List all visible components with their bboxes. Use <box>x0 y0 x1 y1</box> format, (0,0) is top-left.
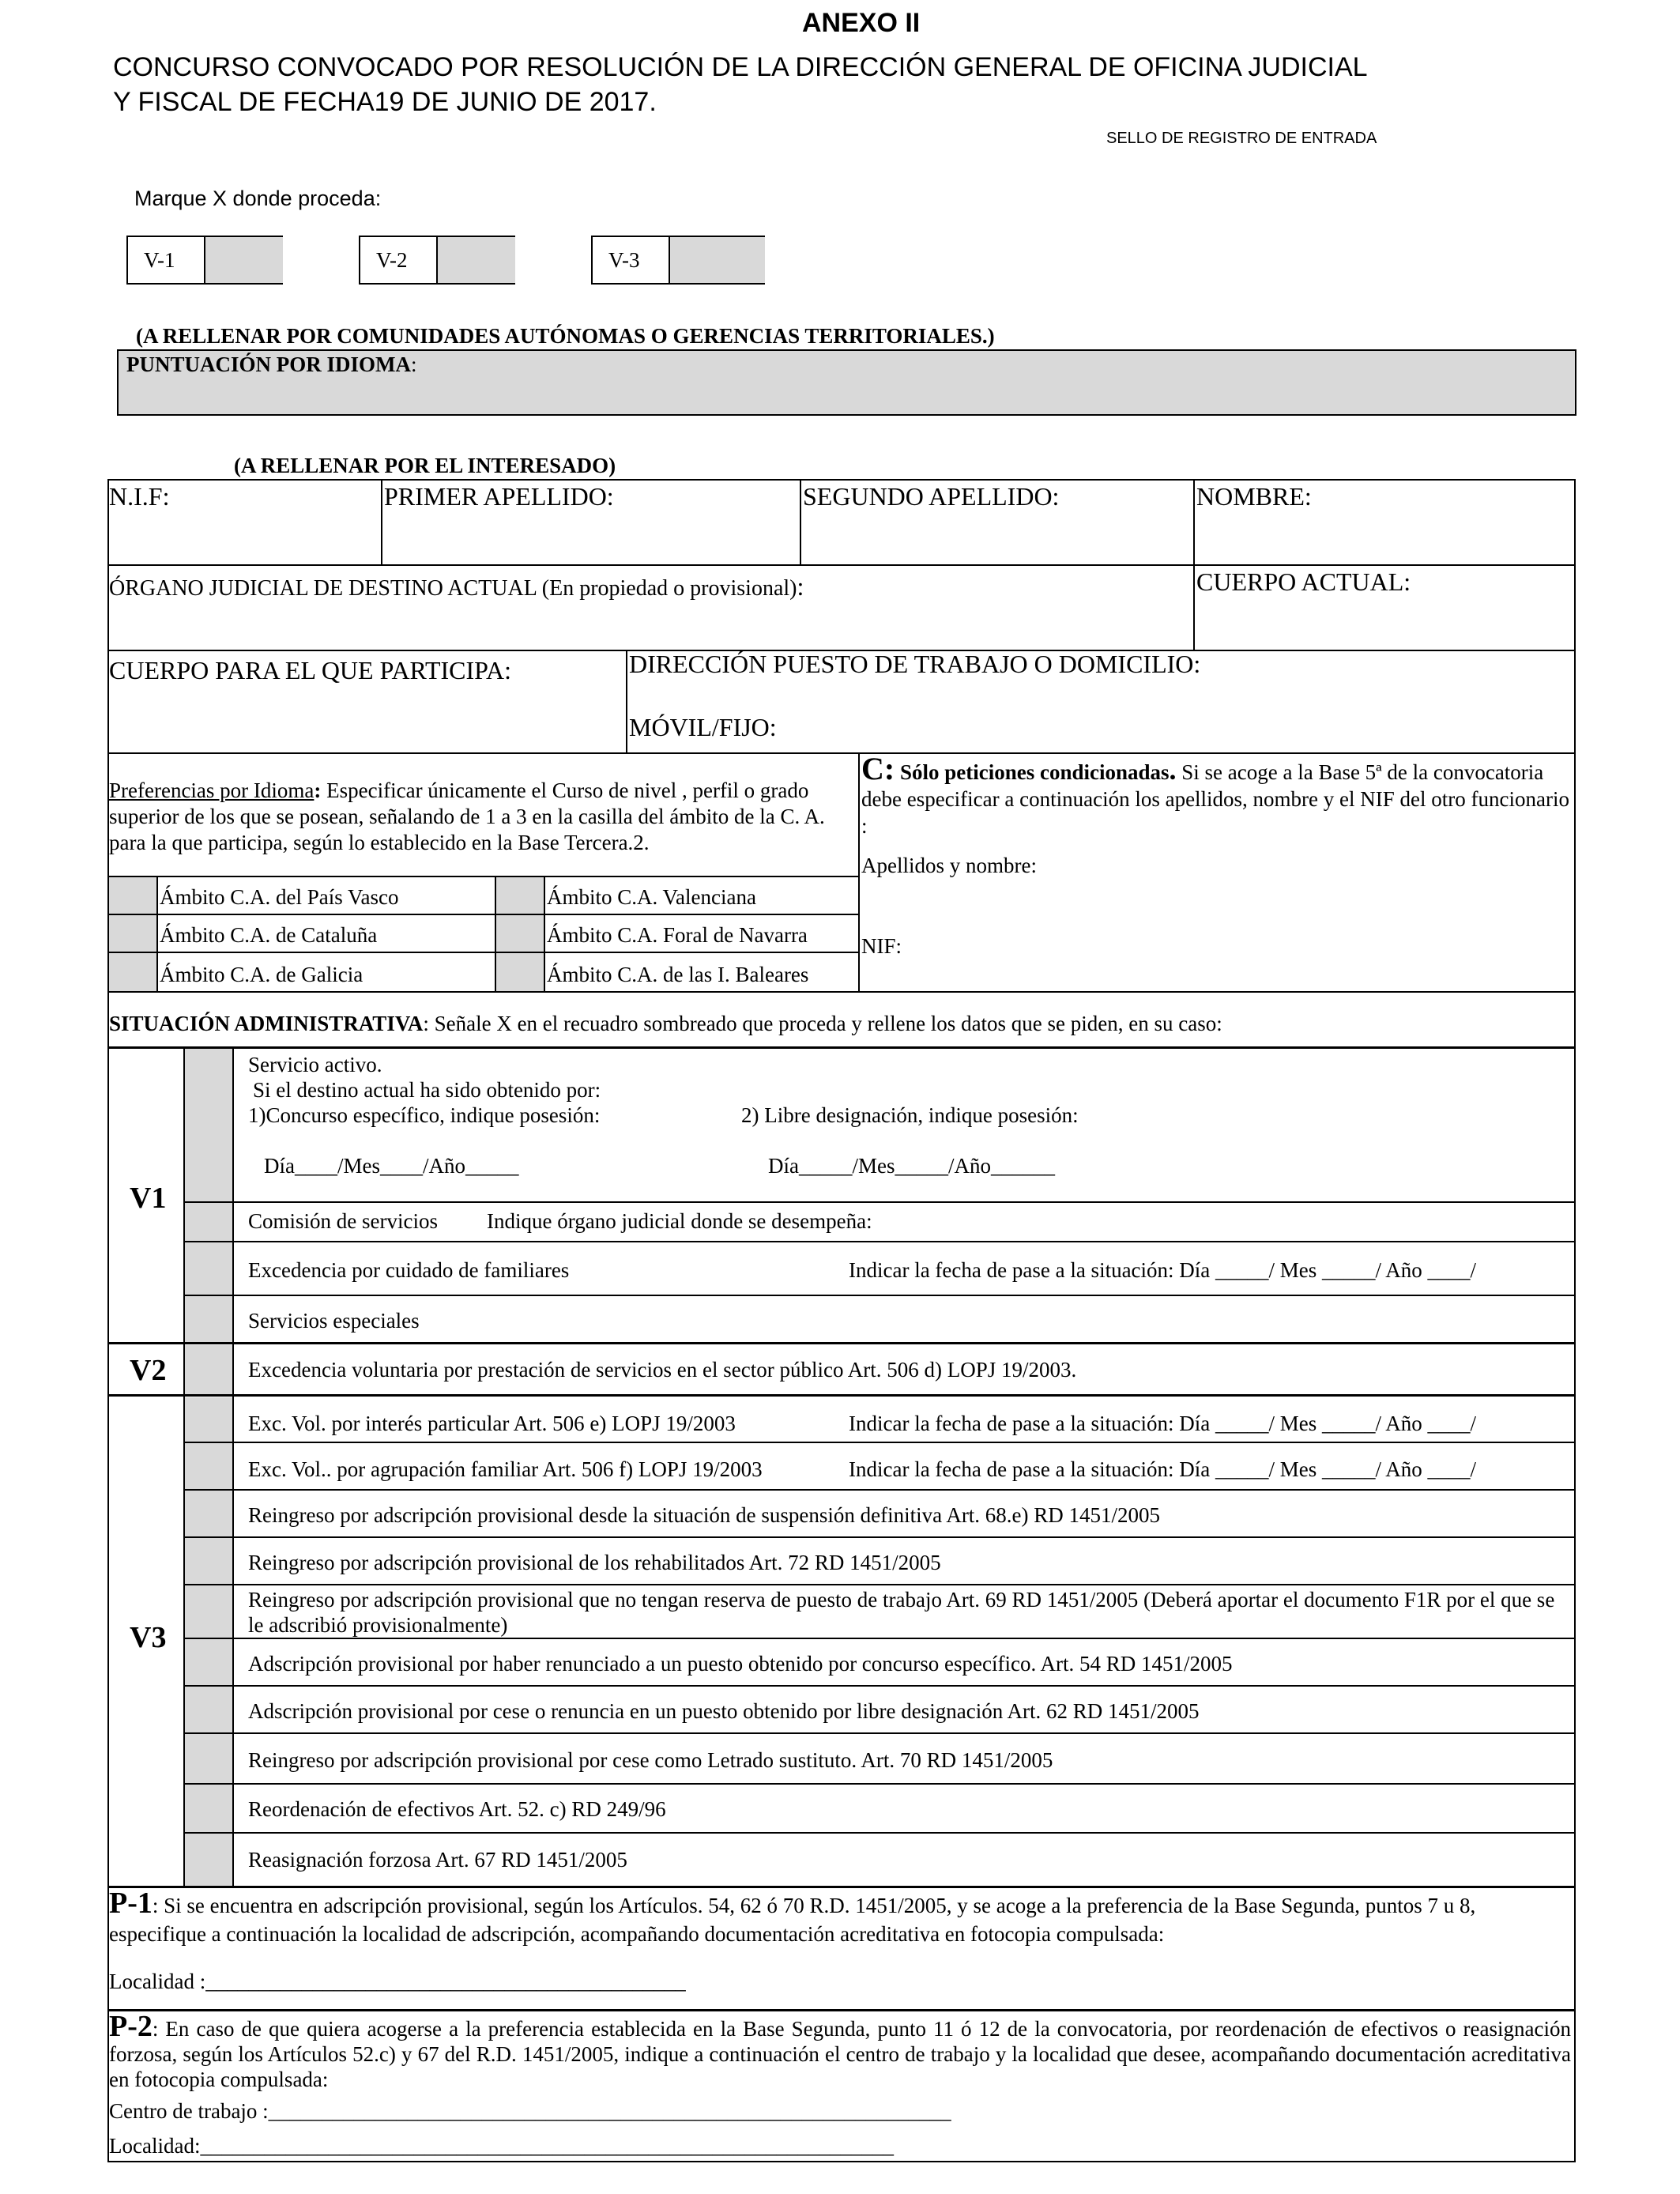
cuerpo-actual-label: CUERPO ACTUAL: <box>1196 567 1411 596</box>
v2-text: Excedencia voluntaria por prestación de servicios en el sector público Art. 506 d) LOPJ 19/2003. <box>248 1358 1077 1382</box>
option-v3[interactable] <box>591 236 765 285</box>
v1-especiales: Servicios especiales <box>248 1309 420 1333</box>
v3-interes-checkbox[interactable] <box>185 1397 232 1442</box>
segundo-apellido-field[interactable] <box>803 512 1192 563</box>
v1-si-destino: Si el destino actual ha sido obtenido por: <box>253 1078 601 1102</box>
condicionadas-title: Sólo peticiones condicionadas <box>899 760 1170 784</box>
v1-fecha-concurso[interactable]: Día____/Mes____/Año_____ <box>264 1154 519 1178</box>
marque-label: Marque X donde proceda: <box>134 187 382 210</box>
v3-item3-checkbox[interactable] <box>185 1585 232 1638</box>
interesado-heading: (A RELLENAR POR EL INTERESADO) <box>234 454 616 477</box>
v3-item7-checkbox[interactable] <box>185 1785 232 1832</box>
v1-comision: Comisión de servicios <box>248 1209 438 1233</box>
nif-label: N.I.F: <box>109 482 170 511</box>
option-v3-label: V-3 <box>608 248 640 272</box>
p1-label: P-1 <box>109 1887 153 1920</box>
annex-title: ANEXO II <box>802 8 921 38</box>
condicionadas-nif-label: NIF: <box>861 934 902 958</box>
preferencias-text <box>109 778 855 856</box>
v1-comision-checkbox[interactable] <box>185 1203 232 1241</box>
option-v2-label: V-2 <box>376 248 408 272</box>
v3-item5-checkbox[interactable] <box>185 1687 232 1732</box>
situacion-body: : Señale X en el recuadro sombreado que proceda y rellene los datos que se piden, en su caso: <box>423 1012 1222 1035</box>
v1-comision-indique: Indique órgano judicial donde se desempeña: <box>487 1209 872 1233</box>
condicionadas-body: Si se acoge a la Base 5ª de la convocatoria debe especificar a continuación los apellidos, nombre y el NIF del otro funcionario : <box>861 760 1569 838</box>
v3-agrupacion-checkbox[interactable] <box>185 1443 232 1489</box>
organo-field[interactable] <box>109 605 1192 648</box>
ambito-cataluna-box[interactable] <box>109 915 158 952</box>
p2-centro[interactable]: Centro de trabajo :________________________________________________________________ <box>109 2099 951 2123</box>
p2-label: P-2 <box>109 2010 153 2043</box>
condicionadas-apellidos-field[interactable] <box>1057 852 1571 884</box>
v3-item-1: Reingreso por adscripción provisional desde la situación de suspensión definitiva Art. 68.e) RD 1451/2005 <box>248 1503 1161 1527</box>
movil-label: MÓVIL/FIJO: <box>629 713 777 741</box>
ambito-galicia: Ámbito C.A. de Galicia <box>160 963 363 986</box>
main-form <box>107 479 1576 2162</box>
v3-item1-checkbox[interactable] <box>185 1491 232 1536</box>
v3-item-6: Reingreso por adscripción provisional por cese como Letrado sustituto. Art. 70 RD 1451/2005 <box>248 1748 1053 1772</box>
organo-label <box>109 572 804 601</box>
condicionadas-text <box>861 751 1573 839</box>
organo-label-text: ÓRGANO JUDICIAL DE DESTINO ACTUAL (En propiedad o provisional) <box>109 576 797 601</box>
v3-item-7: Reordenación de efectivos Art. 52. c) RD 249/96 <box>248 1797 666 1821</box>
ambito-pais-vasco: Ámbito C.A. del País Vasco <box>160 885 399 909</box>
v1-especiales-checkbox[interactable] <box>185 1296 232 1342</box>
nif-field[interactable] <box>109 512 379 563</box>
v1-excedencia-fecha[interactable]: Indicar la fecha de pase a la situación: Día _____/ Mes _____/ Año ____/ <box>849 1258 1477 1282</box>
direccion-label: DIRECCIÓN PUESTO DE TRABAJO O DOMICILIO: <box>629 650 1201 678</box>
registry-stamp-label: SELLO DE REGISTRO DE ENTRADA <box>1106 130 1377 147</box>
p2-text <box>109 2010 1571 2092</box>
v3-item-3: Reingreso por adscripción provisional que no tengan reserva de puesto de trabajo Art. 69 RD 1451/2005 (Deberá aportar el documento F1R por el que se le adscribió provisionalmente) <box>248 1588 1555 1637</box>
p1-localidad[interactable]: Localidad :_____________________________________________ <box>109 1970 686 1993</box>
v3-interes: Exc. Vol. por interés particular Art. 506 e) LOPJ 19/2003 <box>248 1412 736 1435</box>
option-v2-checkbox[interactable] <box>436 237 515 283</box>
page-title-line2: Y FISCAL DE FECHA19 DE JUNIO DE 2017. <box>113 87 657 117</box>
nombre-field[interactable] <box>1196 512 1573 563</box>
cuerpo-participa-colon: : <box>504 656 512 684</box>
cuerpo-actual-field[interactable] <box>1196 601 1573 648</box>
v3-label: V3 <box>130 1621 167 1654</box>
primer-apellido-label: PRIMER APELLIDO: <box>384 482 614 511</box>
p2-localidad[interactable]: Localidad:_________________________________________________________________ <box>109 2134 894 2158</box>
v3-item-8: Reasignación forzosa Art. 67 RD 1451/2005 <box>248 1848 627 1872</box>
puntuacion-label-text: PUNTUACIÓN POR IDIOMA <box>126 352 411 376</box>
v3-item8-checkbox[interactable] <box>185 1834 232 1886</box>
v2-checkbox[interactable] <box>185 1345 232 1394</box>
v1-excedencia-checkbox[interactable] <box>185 1242 232 1295</box>
preferencias-colon: : <box>314 778 322 802</box>
v1-activo: Servicio activo. <box>248 1053 382 1076</box>
ambito-navarra: Ámbito C.A. Foral de Navarra <box>547 923 808 947</box>
ambito-navarra-box[interactable] <box>496 915 545 952</box>
preferencias-title: Preferencias por Idioma <box>109 778 315 802</box>
p1-body: : Si se encuentra en adscripción provisional, según los Artículos. 54, 62 ó 70 R.D. 1451/2005, y se acoge a la preferencia de la Base Segunda, puntos 7 u 8, especifique a continuación la localidad de adscripción, acompañando documentación acreditativa en fotocopia compulsada: <box>109 1894 1476 1946</box>
v2-label: V2 <box>130 1354 167 1387</box>
ambito-galicia-box[interactable] <box>109 953 158 991</box>
puntuacion-field[interactable] <box>117 349 1576 416</box>
ambito-valenciana-box[interactable] <box>496 877 545 914</box>
ambito-baleares-box[interactable] <box>496 953 545 991</box>
cuerpo-participa-label <box>109 656 511 685</box>
option-v2[interactable] <box>359 236 515 285</box>
primer-apellido-field[interactable] <box>384 512 798 563</box>
v3-item6-checkbox[interactable] <box>185 1734 232 1783</box>
v3-item-5: Adscripción provisional por cese o renuncia en un puesto obtenido por libre designación Art. 62 RD 1451/2005 <box>248 1699 1200 1723</box>
puntuacion-label <box>126 352 417 377</box>
cuerpo-participa-text: CUERPO PARA EL QUE PARTICIPA <box>109 656 505 684</box>
v1-label: V1 <box>130 1182 167 1215</box>
v3-interes-fecha[interactable]: Indicar la fecha de pase a la situación: Día _____/ Mes _____/ Año ____/ <box>849 1412 1477 1435</box>
option-v1-label: V-1 <box>144 248 175 272</box>
organo-colon: : <box>797 572 804 601</box>
option-v1-checkbox[interactable] <box>204 237 283 283</box>
p2-body: : En caso de que quiera acogerse a la preferencia establecida en la Base Segunda, punto 11 ó 12 de la convocatoria, por reordenación de efectivos o reasignación forzosa, según los Artículos 52.c) y 67 del R.D. 1451/2005, indique a continuación el centro de trabajo y la localidad que desee, acompañando documentación acreditativa en fotocopia compulsada: <box>109 2017 1571 2091</box>
situacion-heading <box>109 1012 1222 1036</box>
condicionadas-nif-field[interactable] <box>907 928 1571 959</box>
v3-item2-checkbox[interactable] <box>185 1538 232 1584</box>
cuerpo-participa-field[interactable] <box>109 694 624 751</box>
v3-item-4: Adscripción provisional por haber renunciado a un puesto obtenido por concurso específico. Art. 54 RD 1451/2005 <box>248 1652 1233 1676</box>
condicionadas-apellidos-label: Apellidos y nombre: <box>861 854 1037 877</box>
preferencias-body: Especificar únicamente el Curso de nivel , perfil o grado superior de los que se posean, señalando de 1 a 3 en la casilla del ámbito de la C. A. para la que participa, según lo establecido en la Base Tercera.2. <box>109 778 825 854</box>
puntuacion-colon: : <box>411 352 417 376</box>
v3-item4-checkbox[interactable] <box>185 1639 232 1685</box>
condicionadas-dot: . <box>1169 754 1177 786</box>
option-v1[interactable] <box>126 236 283 285</box>
v3-agrupacion-fecha[interactable]: Indicar la fecha de pase a la situación: Día _____/ Mes _____/ Año ____/ <box>849 1457 1477 1481</box>
ambito-valenciana: Ámbito C.A. Valenciana <box>547 885 756 909</box>
admin-section-heading: (A RELLENAR POR COMUNIDADES AUTÓNOMAS O GERENCIAS TERRITORIALES.) <box>136 324 995 348</box>
v1-activo-checkbox[interactable] <box>185 1049 232 1201</box>
v3-item-2: Reingreso por adscripción provisional de los rehabilitados Art. 72 RD 1451/2005 <box>248 1551 941 1574</box>
condicionadas-letter: C: <box>861 751 895 786</box>
situacion-title: SITUACIÓN ADMINISTRATIVA <box>109 1012 424 1035</box>
ambito-cataluna: Ámbito C.A. de Cataluña <box>160 923 378 947</box>
ambitos-grid <box>109 876 860 991</box>
v1-fecha-libre[interactable]: Día_____/Mes_____/Año______ <box>768 1154 1055 1178</box>
segundo-apellido-label: SEGUNDO APELLIDO: <box>803 482 1060 511</box>
v3-agrupacion: Exc. Vol.. por agrupación familiar Art. 506 f) LOPJ 19/2003 <box>248 1457 763 1481</box>
v1-excedencia: Excedencia por cuidado de familiares <box>248 1258 570 1282</box>
v1-concurso: 1)Concurso específico, indique posesión: <box>248 1103 601 1127</box>
ambito-pais-vasco-box[interactable] <box>109 877 158 914</box>
direccion-field[interactable] <box>629 683 1573 714</box>
ambito-baleares: Ámbito C.A. de las I. Baleares <box>547 963 809 986</box>
nombre-label: NOMBRE: <box>1196 482 1312 511</box>
option-v3-checkbox[interactable] <box>669 237 765 283</box>
v1-libre: 2) Libre designación, indique posesión: <box>741 1103 1079 1127</box>
page-title-line1: CONCURSO CONVOCADO POR RESOLUCIÓN DE LA DIRECCIÓN GENERAL DE OFICINA JUDICIAL <box>113 52 1368 82</box>
p1-text <box>109 1889 1571 1948</box>
